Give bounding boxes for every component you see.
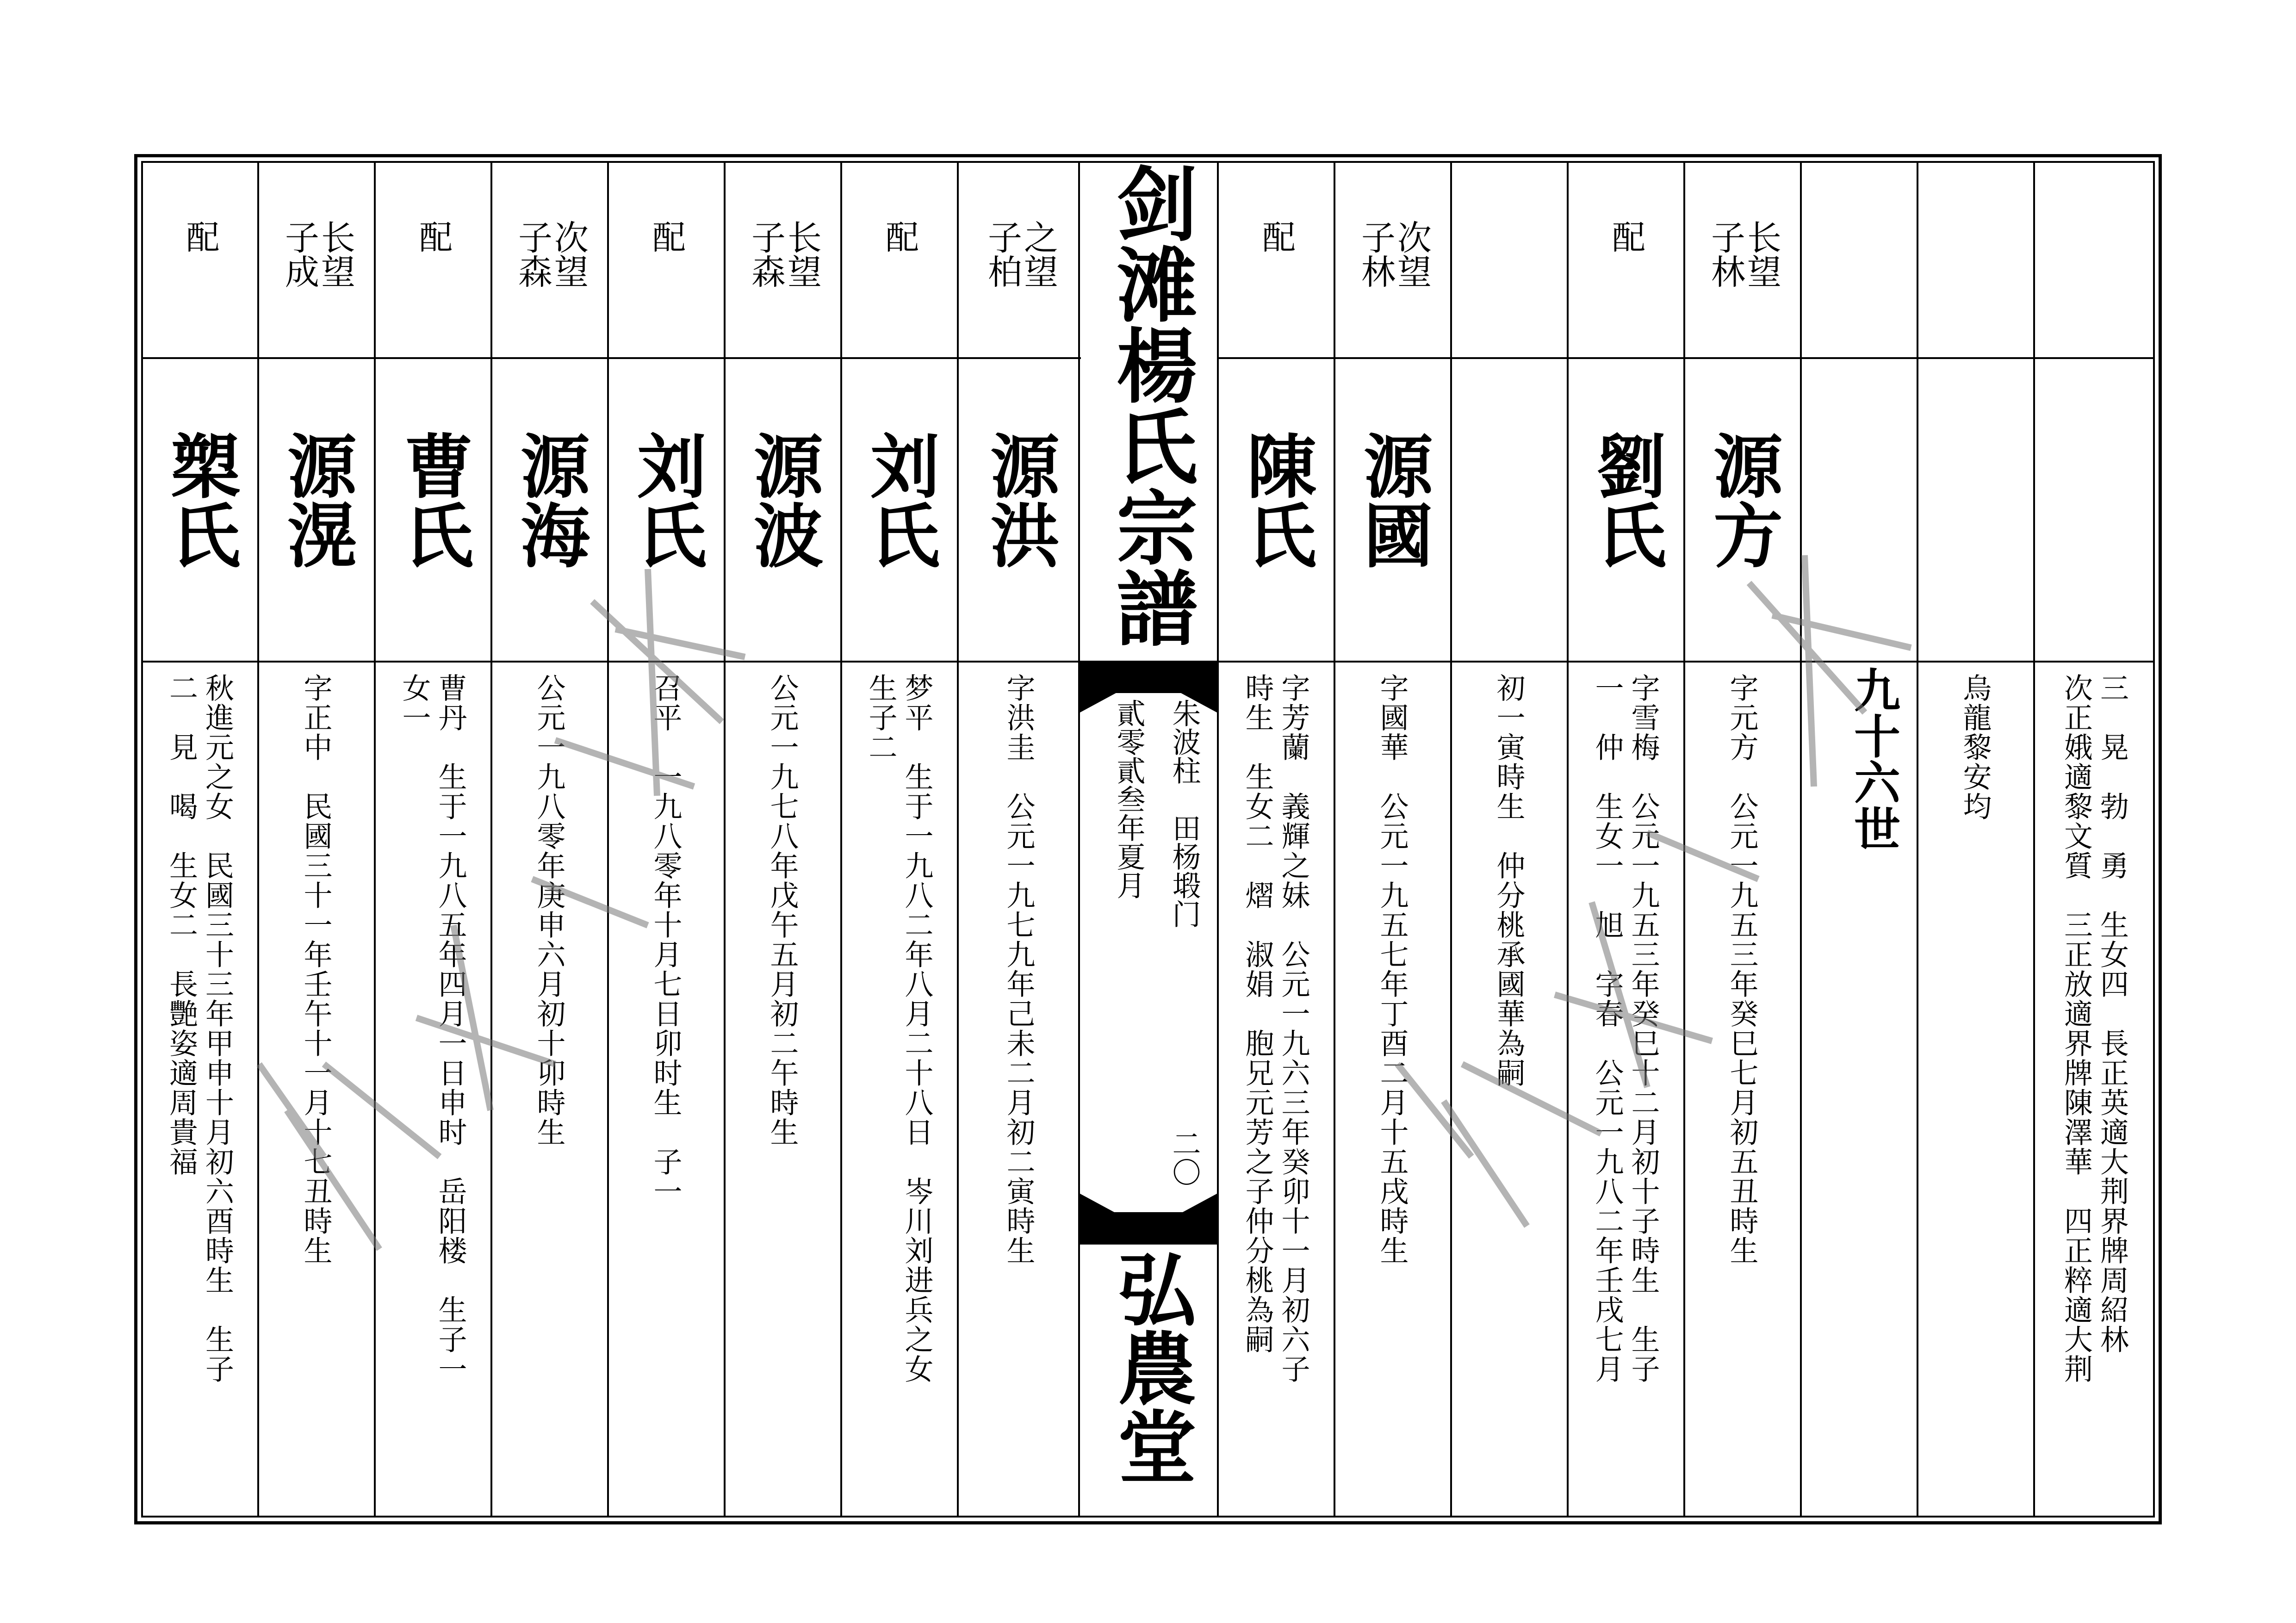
record-text: 三 晃 勃 勇 生女四 長正英適大荆界牌周紹林 <box>2095 673 2129 1354</box>
compile-date: 貳零貳叁年夏月 <box>1112 699 1146 899</box>
record-text: 字洪圭 公元一九七九年己未二月初二寅時生 <box>1002 673 1036 1265</box>
relation-label: 次望 子森 <box>513 220 589 288</box>
record-text: 時生 生女二 熠 淑娟 胞兄元芳之子仲分桃為嗣 <box>1241 673 1274 1354</box>
person-name: 刘氏 <box>625 430 706 569</box>
record-text: 一 仲 生女一 旭 字春 公元一九八二年壬戌七月 <box>1590 673 1624 1384</box>
relation-label: 长望 子成 <box>279 220 355 288</box>
person-name: 陳氏 <box>1235 430 1316 569</box>
record-text: 字元方 公元一九五三年癸巳七月初五丑時生 <box>1725 673 1759 1265</box>
hall-name: 弘農堂 <box>1104 1249 1196 1485</box>
relation-label: 长望 子森 <box>746 220 822 288</box>
record-text: 字正中 民國三十一年壬午十一月十七丑時生 <box>299 673 333 1265</box>
person-name: 劉氏 <box>1585 430 1665 569</box>
relation-label: 配 <box>414 220 453 253</box>
record-text: 字國華 公元一九五七年丁酉二月十五戌時生 <box>1375 673 1409 1265</box>
person-name: 曹氏 <box>392 430 472 569</box>
person-name: 源洪 <box>978 430 1059 569</box>
record-text: 女一 <box>397 673 431 732</box>
record-text: 梦平 生于一九八二年八月二十八日 岑川刘进兵之女 <box>900 673 934 1384</box>
relation-label: 长望 子林 <box>1706 220 1781 288</box>
record-text: 公元一九七八年戊午五月初二午時生 <box>765 673 799 1147</box>
record-text: 次正娥適黎文質 三正放適界牌陳澤華 四正粹適大荆 <box>2059 673 2093 1384</box>
relation-label: 次望 子林 <box>1356 220 1432 288</box>
book-title: 剑滩楊氏宗譜 <box>1103 162 1197 648</box>
person-name: 刘氏 <box>858 430 939 569</box>
person-name: 源海 <box>509 430 589 569</box>
record-text: 二 見 喝 生女二 長艷姿適周貴福 <box>164 673 199 1177</box>
relation-label: 配 <box>647 220 686 253</box>
generation-label: 九十六世 <box>1846 666 1900 851</box>
page-number: 二〇 <box>1167 1129 1201 1186</box>
record-text: 秋進元之女 民國三十三年甲申十月初六酉時生 生子 <box>200 673 235 1384</box>
person-name: 源波 <box>742 430 822 569</box>
person-name: 槊氏 <box>159 430 240 569</box>
record-text: 曹丹 生于一九八五年四月一日申时 岳阳楼 生子一 <box>434 673 467 1384</box>
record-text: 字雪梅 公元一九五三年癸巳十二月初十子時生 生子 <box>1626 673 1660 1384</box>
relation-label: 配 <box>880 220 919 253</box>
relation-label: 之望 子柏 <box>982 220 1058 288</box>
record-text: 烏龍黎安均 <box>1958 673 1992 821</box>
relation-label: 配 <box>1257 220 1296 253</box>
person-name: 源國 <box>1352 430 1432 569</box>
record-text: 召平 一九八零年十月七日卯时生 子一 <box>649 673 683 1206</box>
relation-label: 配 <box>1607 220 1645 253</box>
relation-label: 配 <box>180 220 220 253</box>
compiler-credit: 朱波柱 田杨塅门 <box>1167 699 1201 928</box>
record-text: 公元一九八零年庚申六月初十卯時生 <box>532 673 566 1147</box>
person-name: 源滉 <box>275 430 356 569</box>
person-name: 源方 <box>1701 430 1782 569</box>
record-text: 字芳蘭 義輝之妹 公元一九六三年癸卯十一月初六子 <box>1277 673 1310 1384</box>
record-text: 初一寅時生 仲分桃承國華為嗣 <box>1492 673 1526 1088</box>
record-text: 生子二 <box>864 673 898 762</box>
